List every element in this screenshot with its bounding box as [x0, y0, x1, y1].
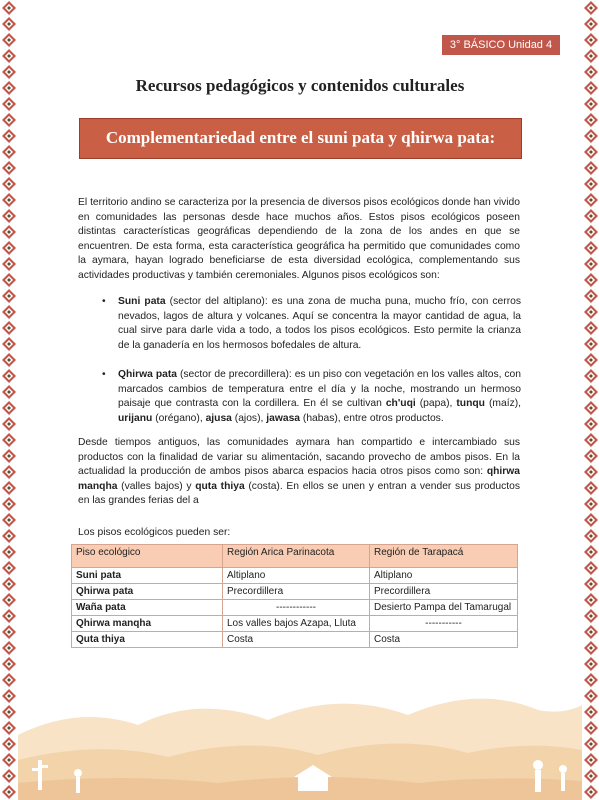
ecological-floors-table — [71, 544, 518, 648]
decorative-border-left — [0, 0, 18, 800]
table-cell: ------------ — [223, 600, 370, 616]
table-row — [72, 600, 518, 616]
exchange-paragraph — [78, 436, 520, 509]
bullet-suni-pata — [102, 295, 521, 353]
section-banner-title: Complementariedad entre el suni pata y qhirwa pata: — [79, 118, 522, 159]
word-ajusa: ajusa — [205, 412, 232, 424]
paragraph-text: (costa). En ellos se unen y entran a vender sus productos en las grandes ferias del a — [78, 480, 520, 507]
bullet-text: (ajos), — [231, 412, 267, 424]
header-arica: Región Arica Parinacota — [223, 545, 370, 568]
word-urijanu: urijanu — [118, 412, 153, 424]
table-cell: Costa — [223, 632, 370, 648]
table-row — [72, 616, 518, 632]
intro-paragraph: El territorio andino se caracteriza por la presencia de diversos pisos ecológicos donde han vivido en comunidades las personas desde hace muchos años. Estos pisos ecológicos poseen distintas características geográficas dependiendo de la zona de los andes en que se encuentren. De esta forma, esta característica geográfica ha permitido que comunidades como la aymara, hayan logrado beneficiarse de esta diversidad ecológica, complementando sus actividades productivas y también ceremoniales. Algunos pisos ecológicos son: — [78, 197, 520, 281]
table-cell: Qhirwa manqha — [72, 616, 223, 632]
paragraph-text: (valles bajos) y — [117, 480, 196, 492]
bullet-text: (sector de precordillera): es un piso con vegetación en los valles altos, con marcados cambios de temperatura entre el día y la noche, mostrando un hermoso paisaje que contrasta con la cordillera. En él se cultivan — [118, 369, 522, 410]
table-row — [72, 632, 518, 648]
term-quta-thiya: quta thiya — [195, 480, 245, 492]
table-cell: Qhirwa pata — [72, 584, 223, 600]
bullet-text: (sector del altiplano): es una zona de mucha puna, mucho frío, con cerros nevados, lagos de altura y volcanes. Aquí se concentra la mayor cantidad de agua, la cual sirve para darle vida a todo, a todos los pisos ecológicos. Esto permite la crianza de la ganadería en los hermosos bofedales de altura. — [118, 296, 521, 351]
table-cell: ----------- — [370, 616, 518, 632]
table-header-row — [72, 545, 518, 568]
word-tunqu: tunqu — [456, 398, 485, 410]
bullet-text: (papa), — [415, 398, 457, 410]
page-heading: Recursos pedagógicos y contenidos culturales — [135, 76, 465, 95]
bullet-qhirwa-pata — [102, 368, 522, 426]
word-jawasa: jawasa — [266, 412, 301, 424]
table-cell: Precordillera — [370, 584, 518, 600]
paragraph-text: Desde tiempos antiguos, las comunidades aymara han compartido e intercambiado sus productos con la finalidad de variar su alimentación, sacando provecho de ambos pisos. En la actualidad la producción de ambos pisos abarca espacios hacia otros pisos como son: — [78, 437, 520, 478]
term-qhirwa-manqha: qhirwa manqha — [78, 466, 520, 492]
table-cell: Altiplano — [223, 568, 370, 584]
bullet-dot: • — [102, 296, 106, 307]
header-tarapaca: Región de Tarapacá — [370, 545, 518, 568]
decorative-border-right — [582, 0, 600, 800]
table-row — [72, 584, 518, 600]
table-cell: Quta thiya — [72, 632, 223, 648]
table-cell: Altiplano — [370, 568, 518, 584]
bullet-dot: • — [102, 369, 106, 380]
table-cell: Los valles bajos Azapa, Lluta — [223, 616, 370, 632]
table-cell: Suni pata — [72, 568, 223, 584]
grade-unit-badge: 3° BÁSICO Unidad 4 — [442, 35, 560, 55]
table-intro: Los pisos ecológicos pueden ser: — [78, 527, 231, 538]
table-cell: Costa — [370, 632, 518, 648]
term-qhirwa-pata: Qhirwa pata — [118, 369, 178, 380]
word-chuqi: ch'uqi — [385, 398, 416, 410]
bullet-text: (maíz), — [484, 398, 522, 410]
bullet-text: (habas), entre otros productos. — [300, 412, 444, 424]
bullet-text: (orégano), — [152, 412, 206, 424]
header-piso: Piso ecológico — [72, 545, 223, 568]
table-cell: Waña pata — [72, 600, 223, 616]
table-cell: Precordillera — [223, 584, 370, 600]
andean-landscape-illustration — [18, 665, 582, 800]
table-cell: Desierto Pampa del Tamarugal — [370, 600, 518, 616]
term-suni-pata: Suni pata — [118, 296, 166, 307]
table-row — [72, 568, 518, 584]
